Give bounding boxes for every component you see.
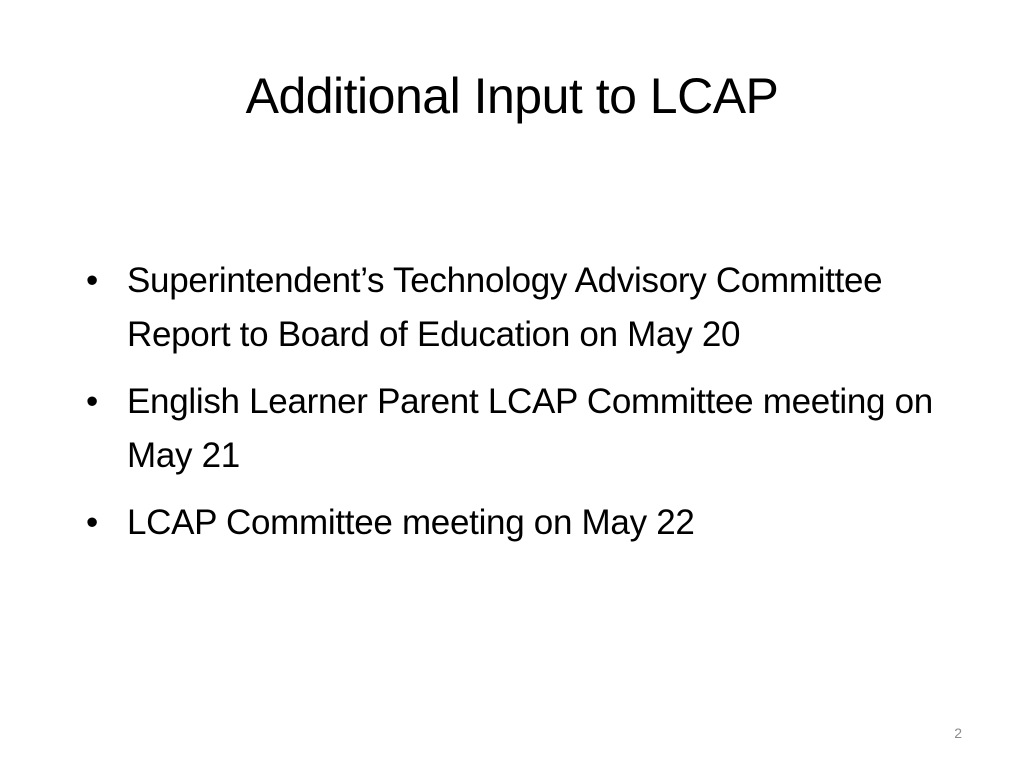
slide-title: Additional Input to LCAP [245,68,779,124]
bullet-text: Superintendent’s Technology Advisory Committee Report to Board of Education on May 20 [127,261,883,354]
slide-number: 2 [954,725,962,741]
bullet-dot-icon: • [86,503,98,542]
bullet-list [86,254,966,563]
bullet-item [86,496,966,550]
bullet-item [86,254,966,362]
bullet-dot-icon: • [86,261,98,300]
bullet-dot-icon: • [86,382,98,421]
bullet-item [86,375,966,483]
bullet-text: LCAP Committee meeting on May 22 [127,503,695,542]
bullet-text: English Learner Parent LCAP Committee meeting on May 21 [127,382,933,475]
